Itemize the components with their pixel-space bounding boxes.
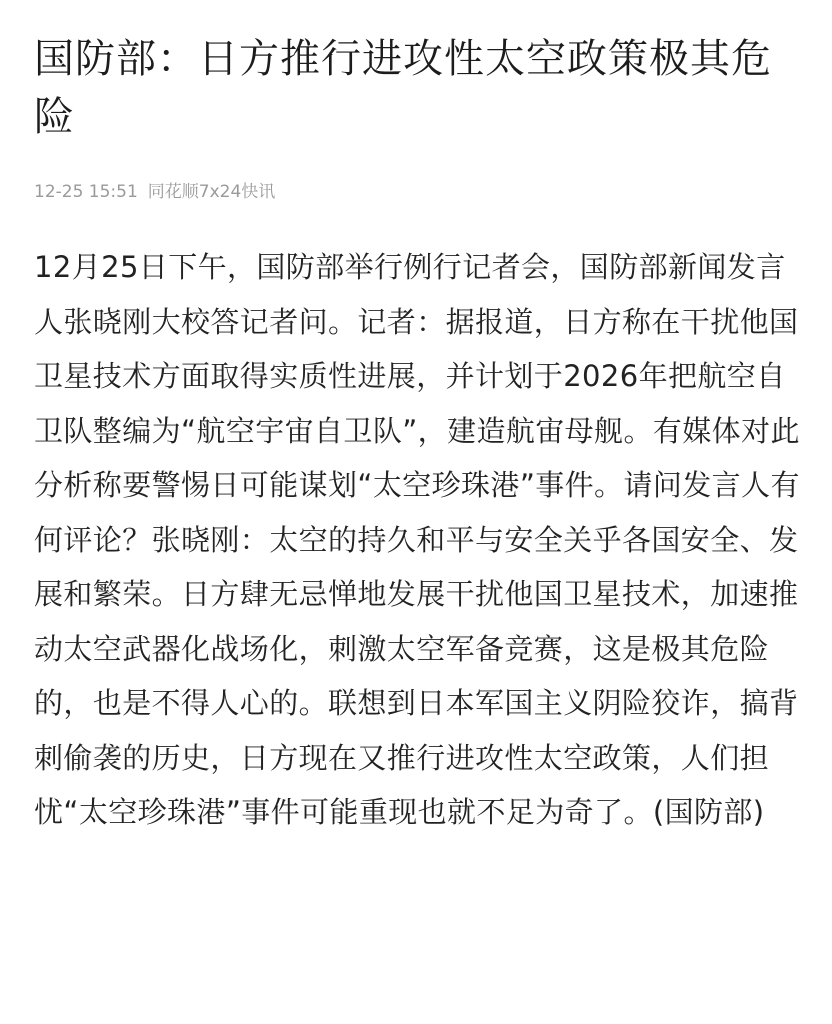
- article-body: 12月25日下午，国防部举行例行记者会，国防部新闻发言人张晓刚大校答记者问。记者：据报道，日方称在干扰他国卫星技术方面取得实质性进展，并计划于2026年把航空自卫队整编为“航空宇宙自卫队”，建造航宙母舰。有媒体对此分析称要警惕日可能谋划“太空珍珠港”事件。请问发言人有何评论？张晓刚：太空的持久和平与安全关乎各国安全、发展和繁荣。日方肆无忌惮地发展干扰他国卫星技术，加速推动太空武器化战场化，刺激太空军备竞赛，这是极其危险的，也是不得人心的。联想到日本军国主义阴险狡诈，搞背刺偷袭的历史，日方现在又推行进攻性太空政策，人们担忧“太空珍珠港”事件可能重现也就不足为奇了。(国防部): [34, 250, 800, 829]
- publish-time: 12-25 15:51: [34, 182, 138, 202]
- article-meta: [34, 180, 800, 204]
- article-title: 国防部：日方推行进攻性太空政策极其危险: [34, 36, 772, 140]
- article-container: [34, 30, 800, 840]
- news-source: 同花顺7x24快讯: [147, 182, 276, 202]
